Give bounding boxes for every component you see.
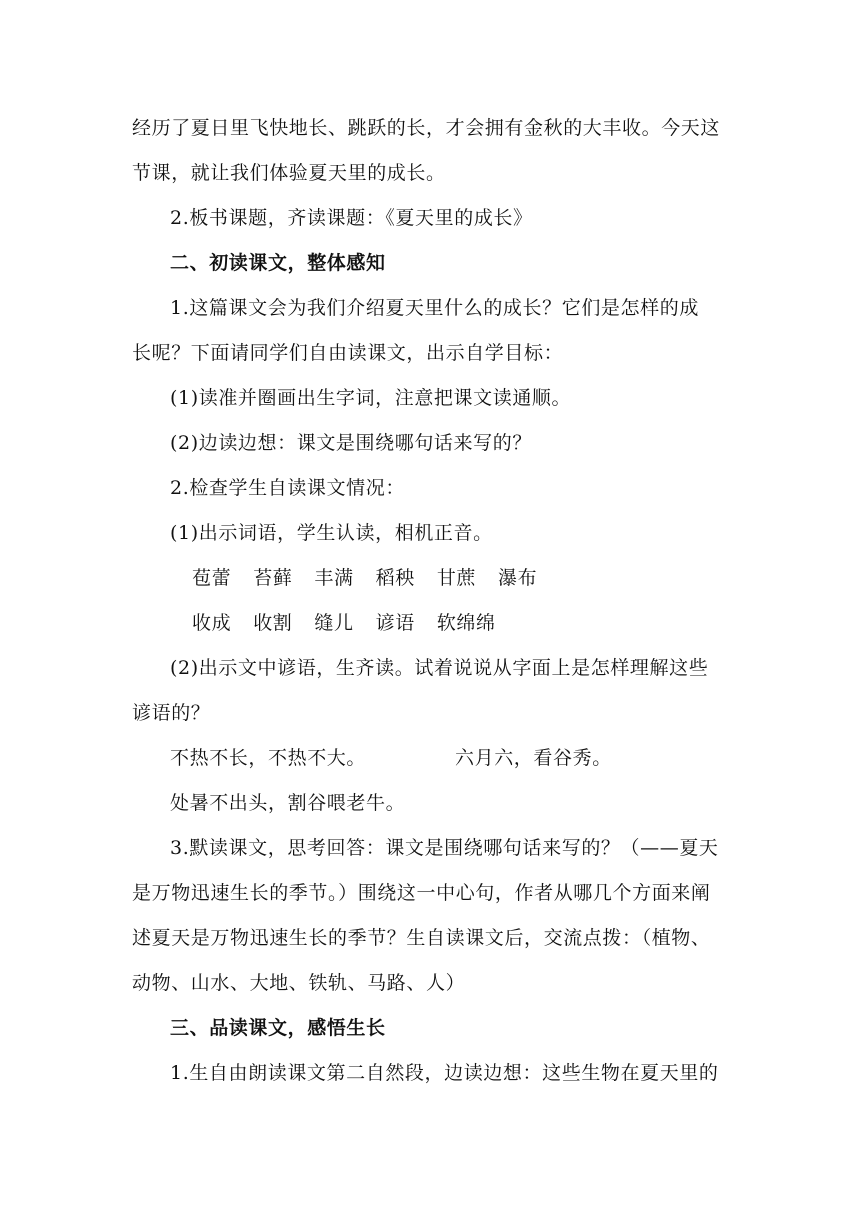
vocab-word: 收割 xyxy=(253,612,293,634)
section-heading: 二、初读课文，整体感知 xyxy=(170,252,386,274)
paragraph-line: (2)出示文中谚语，生齐读。试着说说从字面上是怎样理解这些 xyxy=(170,657,709,679)
paragraph-line: 2.板书课题，齐读课题：《夏天里的成长》 xyxy=(170,207,533,229)
paragraph-line: 1.这篇课文会为我们介绍夏天里什么的成长？它们是怎样的成 xyxy=(170,297,699,319)
vocab-word: 稻秧 xyxy=(375,567,415,589)
paragraph-line: 述夏天是万物迅速生长的季节？生自读课文后，交流点拨：（植物、 xyxy=(132,927,711,949)
vocab-word: 甘蔗 xyxy=(436,567,477,589)
paragraph-line: 经历了夏日里飞快地长、跳跃的长，才会拥有金秋的大丰收。今天这 xyxy=(132,117,721,139)
vocab-word: 苞蕾 xyxy=(192,567,232,589)
vocab-word: 缝儿 xyxy=(314,612,354,634)
paragraph-line: (2)边读边想：课文是围绕哪句话来写的？ xyxy=(170,432,532,454)
vocab-word: 收成 xyxy=(192,612,232,634)
vocab-row-2 xyxy=(192,610,518,636)
paragraph-line: (1)读准并圈画出生字词，注意把课文读通顺。 xyxy=(170,387,572,409)
paragraph-line: 2.检查学生自读课文情况： xyxy=(170,477,405,499)
paragraph-line: 1.生自由朗读课文第二自然段，边读边想：这些生物在夏天里的 xyxy=(170,1062,719,1084)
paragraph-line: 3.默读课文，思考回答：课文是围绕哪句话来写的？（——夏天 xyxy=(170,837,719,859)
proverb-line: 处暑不出头，割谷喂老牛。 xyxy=(170,792,406,814)
paragraph-line: 是万物迅速生长的季节。）围绕这一中心句，作者从哪几个方面来阐 xyxy=(132,882,711,904)
vocab-row-1 xyxy=(192,565,559,591)
vocab-word: 瀑布 xyxy=(498,567,538,589)
proverb-right: 六月六，看谷秀。 xyxy=(455,747,612,769)
paragraph-line: 长呢？下面请同学们自由读课文，出示自学目标： xyxy=(132,342,564,364)
paragraph-line: 动物、山水、大地、铁轨、马路、人） xyxy=(132,972,466,994)
proverb-left: 不热不长，不热不大。 xyxy=(170,747,367,769)
paragraph-line: (1)出示词语，学生认读，相机正音。 xyxy=(170,522,493,544)
paragraph-line: 节课，就让我们体验夏天里的成长。 xyxy=(132,162,446,184)
paragraph-line: 谚语的？ xyxy=(132,702,211,724)
vocab-word: 软绵绵 xyxy=(436,612,496,634)
vocab-word: 谚语 xyxy=(375,612,415,634)
vocab-word: 苔藓 xyxy=(253,567,293,589)
vocab-word: 丰满 xyxy=(314,567,354,589)
section-heading: 三、品读课文，感悟生长 xyxy=(170,1017,386,1039)
